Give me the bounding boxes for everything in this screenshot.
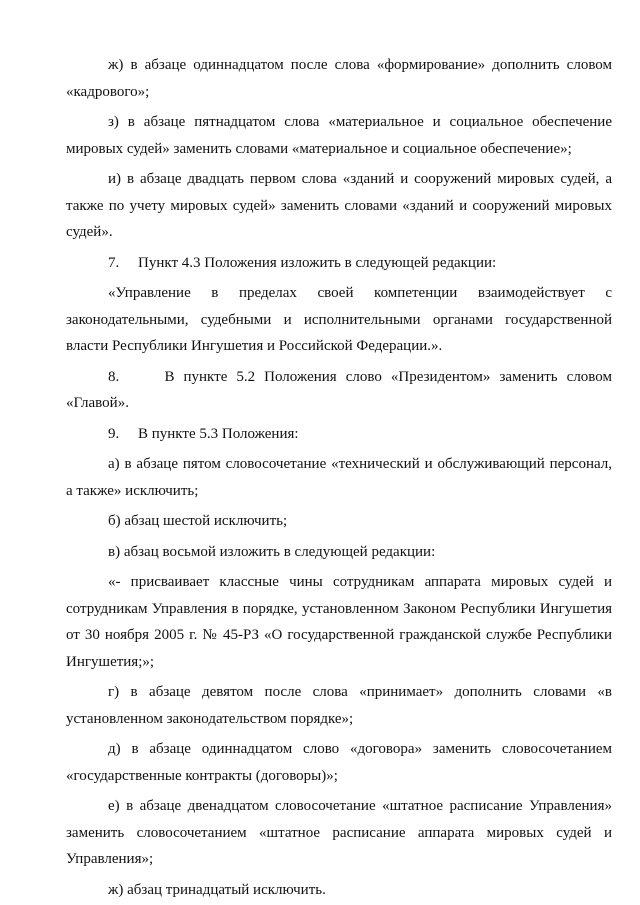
paragraph-z-15: з) в абзаце пятнадцатом слова «материальное и социальное обеспечение мировых судей» заменить словами «материальное и социальное обеспечение»;	[66, 114, 612, 157]
item-7: 7. Пункт 4.3 Положения изложить в следующей редакции:	[108, 254, 497, 271]
paragraph-v-quote: «- присваивает классные чины сотрудникам аппарата мировых судей и сотрудникам Управления в порядке, установленном Законом Республики Ингушетия от 30 ноября 2005 г. № 45-РЗ «О государственной гражданской службе Республики Ингушетия;»;	[66, 574, 612, 670]
item-8: 8. В пункте 5.2 Положения слово «Президентом» заменить словом «Главой».	[66, 368, 612, 411]
paragraph-i-21: и) в абзаце двадцать первом слова «зданий и сооружений мировых судей, а также по учету мировых судей» заменить словами «зданий и сооружений мировых судей».	[66, 171, 612, 240]
paragraph-zh-13: ж) абзац тринадцатый исключить.	[108, 881, 326, 898]
paragraph-zh-11: ж) в абзаце одиннадцатом после слова «формирование» дополнить словом «кадрового»;	[66, 57, 612, 100]
paragraph-d: д) в абзаце одиннадцатом слово «договора» заменить словосочетанием «государственные контракты (договоры)»;	[66, 741, 612, 784]
paragraph-e: е) в абзаце двенадцатом словосочетание «штатное расписание Управления» заменить словосочетанием «штатное расписание аппарата мировых судей и Управления»;	[66, 798, 612, 867]
item-7-quote: «Управление в пределах своей компетенции взаимодействует с законодательными, судебными и исполнительными органами государственной власти Республики Ингушетия и Российской Федерации.».	[66, 285, 612, 354]
item-9: 9. В пункте 5.3 Положения:	[108, 425, 299, 442]
paragraph-a: а) в абзаце пятом словосочетание «технический и обслуживающий персонал, а также» исключить;	[66, 456, 612, 499]
paragraph-g: г) в абзаце девятом после слова «принимает» дополнить словами «в установленном законодательством порядке»;	[66, 684, 612, 727]
document-page	[66, 52, 612, 903]
paragraph-v: в) абзац восьмой изложить в следующей редакции:	[108, 543, 436, 560]
paragraph-b: б) абзац шестой исключить;	[108, 513, 288, 529]
